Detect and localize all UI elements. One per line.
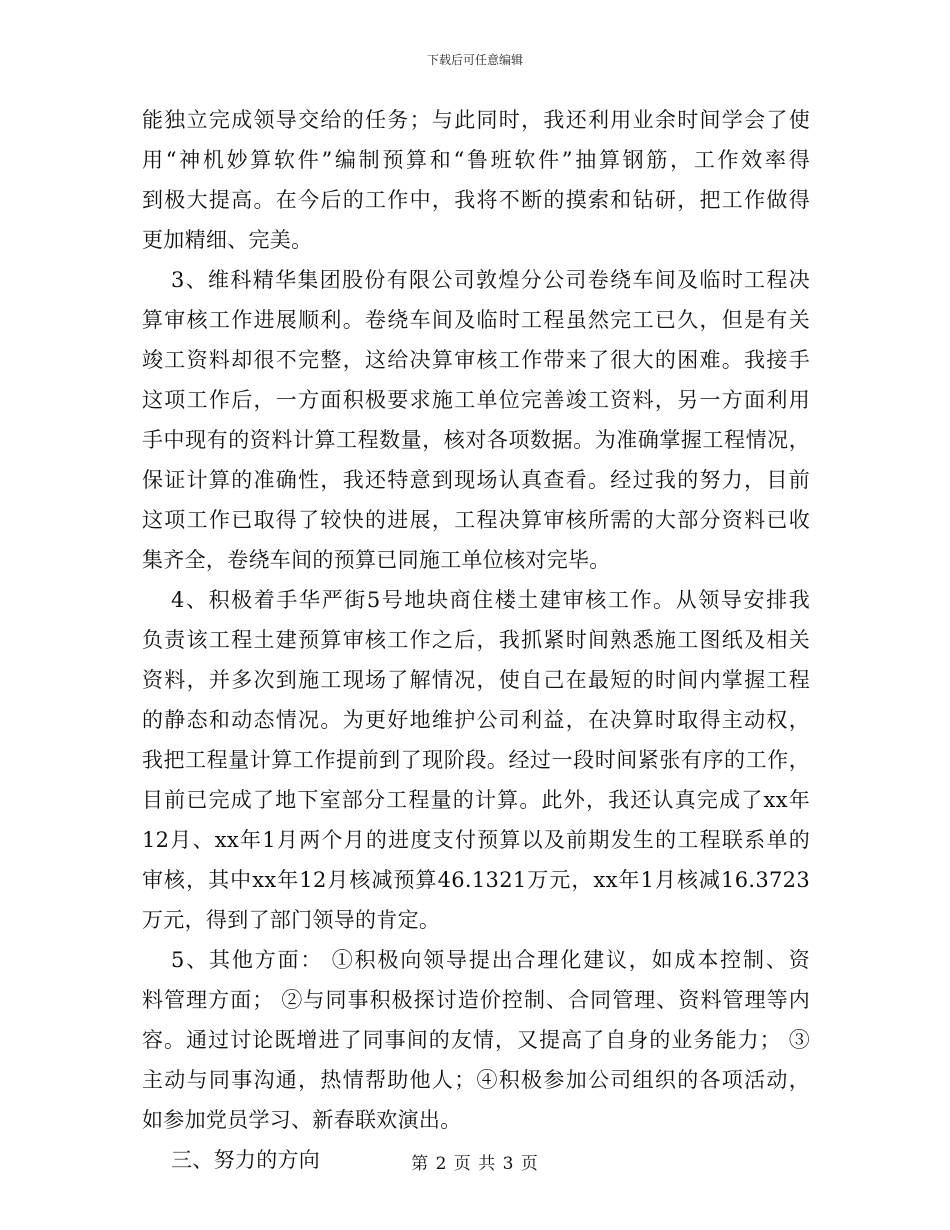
text-line: 如参加党员学习、新春联欢演出。 (142, 1108, 462, 1132)
text-line: 用“神机妙算软件”编制预算和“鲁班软件”抽算钢筋，工作效率得 (142, 148, 810, 172)
text-line: 算审核工作进展顺利。卷绕车间及临时工程虽然完工已久，但是有关 (142, 308, 810, 332)
text-line: 的静态和动态情况。为更好地维护公司利益，在决算时取得主动权， (142, 708, 810, 732)
text-line: 审核，其中xx年12月核减预算46.1321万元，xx年1月核减16.3723 (142, 868, 810, 892)
text-line: 集齐全，卷绕车间的预算已同施工单位核对完毕。 (142, 548, 611, 572)
page-number: 第 2 页 共 3 页 (411, 1154, 539, 1174)
text-line: 能独立完成领导交给的任务；与此同时，我还利用业余时间学会了使 (142, 108, 810, 132)
text-line: 保证计算的准确性，我还特意到现场认真查看。经过我的努力，目前 (142, 468, 810, 492)
text-line: 这项工作已取得了较快的进展，工程决算审核所需的大部分资料已收 (142, 508, 810, 532)
text-line: 目前已完成了地下室部分工程量的计算。此外，我还认真完成了xx年 (142, 788, 810, 812)
text-line: 万元，得到了部门领导的肯定。 (142, 908, 441, 932)
text-line: 料管理方面； ②与同事积极探讨造价控制、合同管理、资料管理等内 (142, 988, 810, 1012)
text-line: 3、维科精华集团股份有限公司敦煌分公司卷绕车间及临时工程决 (171, 268, 810, 292)
text-line: 到极大提高。在今后的工作中，我将不断的摸索和钻研，把工作做得 (142, 188, 810, 212)
text-line: 负责该工程土建预算审核工作之后，我抓紧时间熟悉施工图纸及相关 (142, 628, 810, 652)
text-line: 资料，并多次到施工现场了解情况，使自己在最短的时间内掌握工程 (142, 668, 810, 692)
text-line: 这项工作后，一方面积极要求施工单位完善竣工资料，另一方面利用 (142, 388, 810, 412)
document-body (142, 100, 810, 1180)
page-header-note: 下载后可任意编辑 (426, 53, 523, 67)
text-line: 手中现有的资料计算工程数量，核对各项数据。为准确掌握工程情况， (142, 428, 810, 452)
text-line: 4、积极着手华严街5号地块商住楼土建审核工作。从领导安排我 (171, 588, 810, 612)
text-line: 5、其他方面： ①积极向领导提出合理化建议，如成本控制、资 (171, 948, 810, 972)
section-heading: 三、努力的方向 (171, 1148, 321, 1172)
text-line: 主动与同事沟通，热情帮助他人；④积极参加公司组织的各项活动， (142, 1068, 810, 1092)
text-line: 我把工程量计算工作提前到了现阶段。经过一段时间紧张有序的工作， (142, 748, 810, 772)
text-line: 竣工资料却很不完整，这给决算审核工作带来了很大的困难。我接手 (142, 348, 810, 372)
text-line: 容。通过讨论既增进了同事间的友情，又提高了自身的业务能力； ③ (142, 1028, 810, 1052)
text-line: 12月、xx年1月两个月的进度支付预算以及前期发生的工程联系单的 (142, 828, 810, 852)
text-line: 更加精细、完美。 (142, 228, 313, 252)
